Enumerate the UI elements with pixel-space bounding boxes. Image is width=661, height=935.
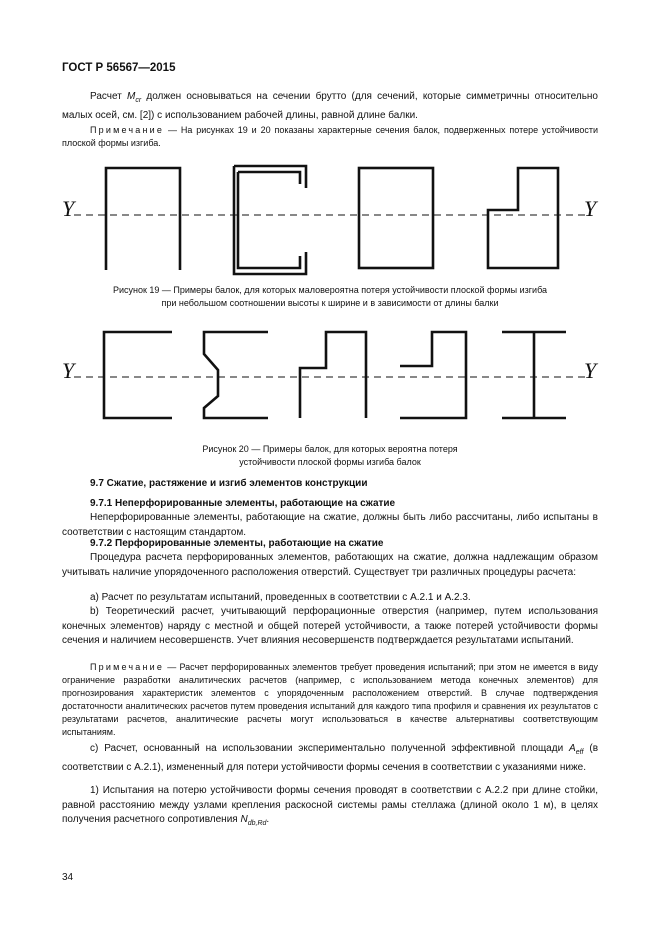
page-number: 34 [62,872,74,883]
figure-20-drawing [0,322,661,434]
note-label: Примечание [90,125,165,135]
note-2 [62,661,598,739]
section-9-7-2-text: Процедура расчета перфорированных элементов, работающих на сжатие, должна надлежащим образом учитывать наличие упорядоченного расположения отверстий. Существует три различных процедуры расчета: [62,552,598,578]
intro-pre: Расчет [90,91,127,102]
symbol-m: M [127,91,136,102]
section-9-7-1-title: 9.7.1 Неперфорированные элементы, работающие на сжатие [90,498,396,509]
item-c-post: (в соответствии с А.2.1), измененный для потери устойчивости формы сечения в соответствии с указаниями ниже. [62,743,599,773]
section-9-7-2-title: 9.7.2 Перфорированные элементы, работающие на сжатие [90,538,384,549]
section-9-7-title: 9.7 Сжатие, растяжение и изгиб элементов конструкции [90,478,368,489]
note-2-label: Примечание [90,662,165,672]
fig19-caption-line1: Рисунок 19 — Примеры балок, для которых маловероятна потеря устойчивости плоской формы изгиба [112,285,548,295]
intro-paragraph [62,90,598,123]
item-1 [62,784,598,832]
symbol-n: N [240,814,248,825]
item-c-pre: с) Расчет, основанный на использовании экспериментально полученной эффективной площади [90,743,570,754]
note-1-text: — На рисунках 19 и 20 показаны характерные сечения балок, подверженных потере устойчивости плоской формы изгиба. [62,125,598,148]
intro-post: должен основываться на сечении брутто (для сечений, которые симметричны относительно малых осей, см. [2]) с использованием рабочей длины, равной длине балки. [62,91,598,121]
item-c [62,742,598,775]
fig20-section-i-beam [502,332,566,418]
item-a: а) Расчет по результатам испытаний, проведенных в соответствии с А.2.1 и А.2.3. [90,592,471,603]
figure-19-caption [62,284,598,310]
document-code: ГОСТ Р 56567—2015 [62,62,176,74]
fig20-axis-right: Y [584,358,597,383]
fig20-axis-left: Y [62,358,75,383]
symbol-a: A [569,743,576,754]
fig19-section-box [359,168,433,268]
fig19-axis-right: Y [584,196,597,221]
fig19-section-stepped-box [488,168,558,268]
fig20-section-sigma [204,332,268,418]
fig20-caption-line1: Рисунок 20 — Примеры балок, для которых вероятна потеря [202,444,458,454]
note-1 [62,124,598,150]
fig19-section-channel [106,168,180,270]
figure-20-caption [62,443,598,469]
fig20-section-channel [104,332,172,418]
fig20-caption-line2: устойчивости плоской формы изгиба балок [239,457,421,467]
figure-19-drawing [0,158,661,278]
item-1-post: . [266,814,270,825]
section-9-7-1-text: Неперфорированные элементы, работающие на сжатие, должны быть либо рассчитаны, либо испытаны в соответствии с настоящим стандартом. [62,512,598,538]
fig19-section-lipped-channel [234,166,306,274]
fig20-section-stepped-angle [400,332,466,418]
fig19-axis-left: Y [62,196,75,221]
subscript-cr: cr [135,97,142,104]
subscript-db-rd: db,Rd [247,820,267,827]
subscript-eff: eff [575,749,584,756]
fig20-section-stepped [300,332,366,418]
fig19-caption-line2: при небольшом соотношении высоты к ширине и в зависимости от длины балки [161,298,499,308]
note-2-text: — Расчет перфорированных элементов требует проведения испытаний; при этом не имеется в виду ограничение разработки аналитических расчетов (например, с использованием метода конечных элементов) для прогнозирования характеристик элементов с упорядоченным расположением отверстий. В случае подтверждения достаточности аналитических расчетов путем проведения испытаний для каждого типа профиля и сравнения их результатов с результатами расчетов, аналитические расчеты могут использоваться в качестве альтернативы соответствующим испытаниям. [62,662,598,737]
item-b: b) Теоретический расчет, учитывающий перфорационные отверстия (например, путем использования конечных элементов) наряду с местной и общей потерей устойчивости, а также потерей устойчивости формы сечения и наличием несовершенств. Учет влияния несовершенств подтверждается результатами испытаний. [62,606,598,646]
item-1-pre: 1) Испытания на потерю устойчивости формы сечения проводят в соответствии с А.2.2 при длине стойки, равной расстоянию между узлами крепления раскосной системы рамы стеллажа (длиной около 1 м), в целях получения расчетного сопротивления [62,785,598,825]
